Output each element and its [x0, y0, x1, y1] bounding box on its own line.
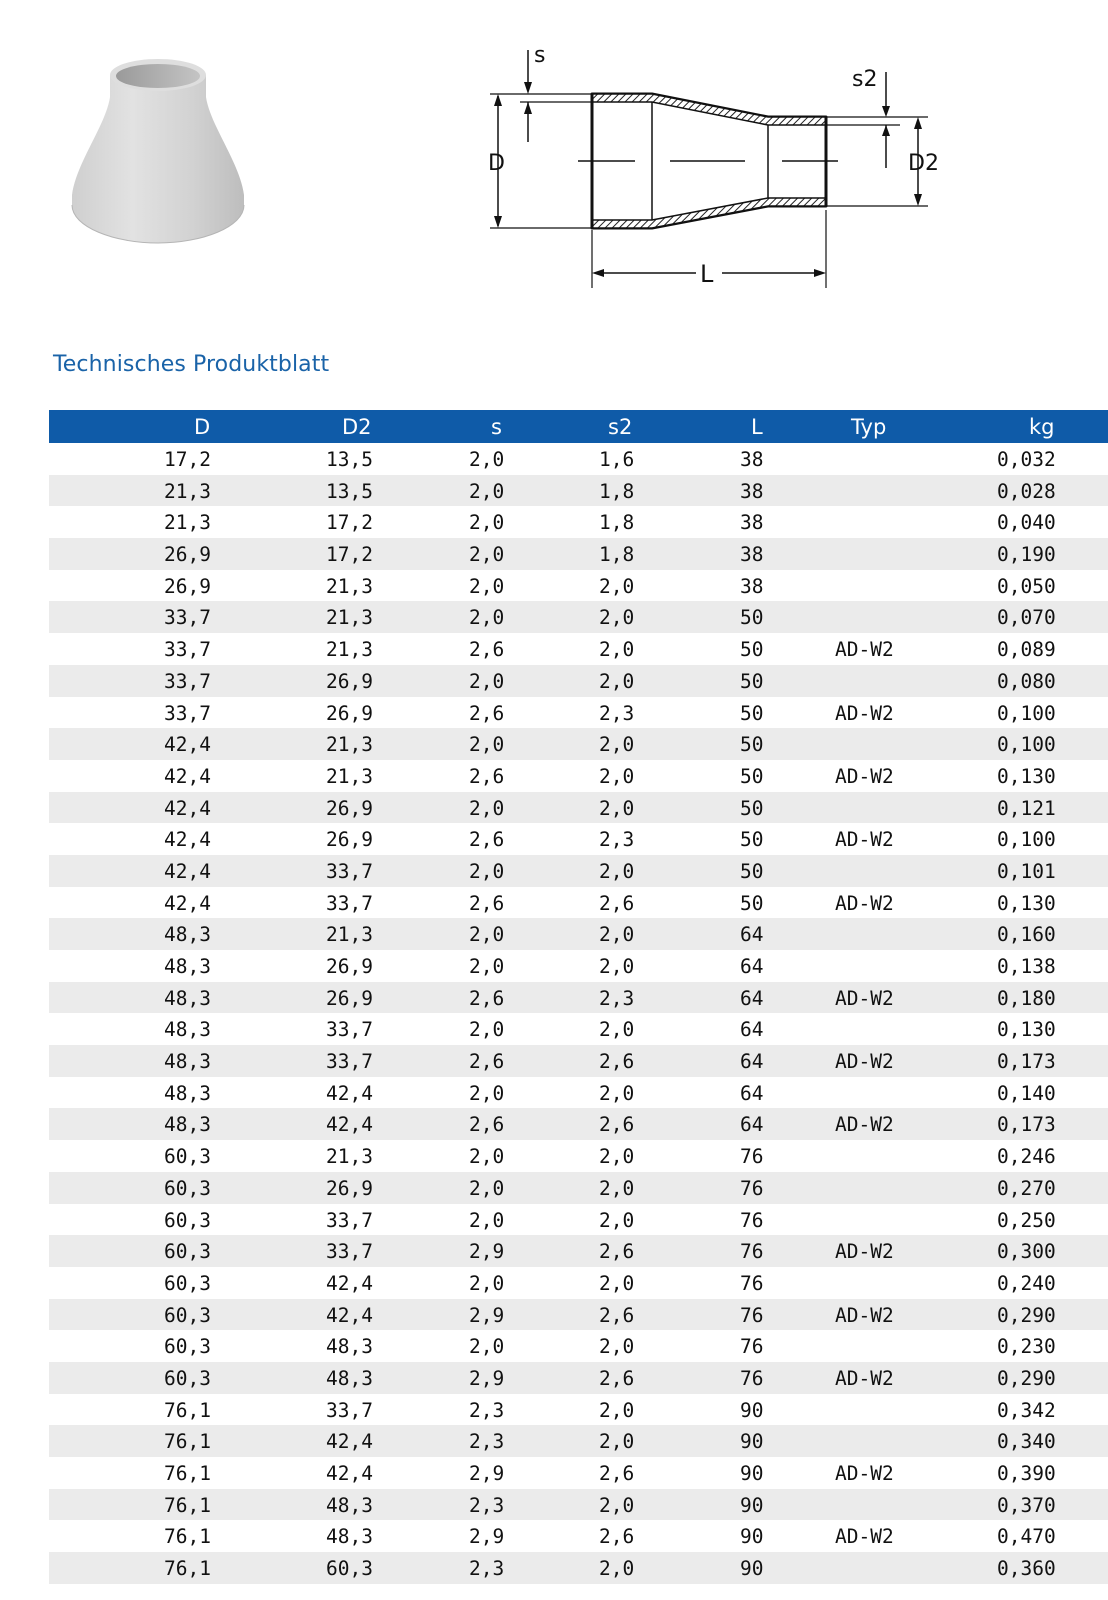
table-row	[49, 665, 1108, 697]
cell-s2: 2,6	[599, 1113, 635, 1137]
cell-kg: 0,180	[997, 986, 1056, 1010]
cell-s: 2,6	[469, 1113, 505, 1137]
cell-typ: AD-W2	[835, 764, 894, 788]
cell-s: 2,0	[469, 1335, 505, 1359]
table-row	[49, 1140, 1108, 1172]
cell-s: 2,3	[469, 1493, 505, 1517]
cell-s2: 2,0	[599, 733, 635, 757]
table-row	[49, 855, 1108, 887]
cell-d: 42,4	[164, 891, 211, 915]
table-row	[49, 1489, 1108, 1521]
cell-s2: 2,0	[599, 764, 635, 788]
cell-s2: 2,0	[599, 1208, 635, 1232]
header-s2: s2	[608, 415, 633, 439]
cell-d: 60,3	[164, 1271, 211, 1295]
cell-kg: 0,089	[997, 638, 1056, 662]
cell-s: 2,6	[469, 986, 505, 1010]
cell-d2: 33,7	[326, 1018, 373, 1042]
cell-d2: 21,3	[326, 638, 373, 662]
cell-d: 60,3	[164, 1335, 211, 1359]
cell-kg: 0,173	[997, 1050, 1056, 1074]
cell-d: 48,3	[164, 1113, 211, 1137]
cell-l: 50	[740, 638, 764, 662]
cell-s2: 2,0	[599, 1398, 635, 1422]
cell-s: 2,0	[469, 543, 505, 567]
table-row	[49, 918, 1108, 950]
table-row	[49, 1394, 1108, 1426]
cell-s2: 2,6	[599, 1462, 635, 1485]
table-row	[49, 1299, 1108, 1331]
cell-s2: 1,8	[599, 511, 635, 535]
cell-d: 48,3	[164, 923, 211, 947]
table-row	[49, 633, 1108, 665]
cell-s: 2,0	[469, 574, 505, 598]
cell-s2: 2,6	[599, 1050, 635, 1074]
cell-d2: 42,4	[326, 1462, 373, 1485]
cell-s: 2,9	[469, 1462, 505, 1485]
cell-l: 50	[740, 764, 764, 788]
cell-l: 64	[740, 923, 764, 947]
table-row	[49, 950, 1108, 982]
header-d: D	[194, 415, 211, 439]
cell-typ: AD-W2	[835, 701, 894, 725]
cell-s2: 2,0	[599, 859, 635, 883]
cell-d2: 26,9	[326, 669, 373, 693]
cell-d2: 21,3	[326, 764, 373, 788]
table-row	[49, 1362, 1108, 1394]
cell-d: 42,4	[164, 733, 211, 757]
table-row	[49, 1457, 1108, 1489]
table-row	[49, 728, 1108, 760]
table-row	[49, 538, 1108, 570]
cell-s2: 1,8	[599, 543, 635, 567]
header-kg: kg	[1029, 415, 1055, 439]
cell-s2: 2,6	[599, 1240, 635, 1264]
cell-l: 76	[740, 1240, 764, 1264]
cell-l: 50	[740, 828, 764, 852]
cell-s2: 2,0	[599, 1271, 635, 1295]
table-row	[49, 1013, 1108, 1045]
table-row	[49, 760, 1108, 792]
table-body	[49, 443, 1108, 1584]
table-row	[49, 601, 1108, 633]
cell-kg: 0,138	[997, 955, 1056, 978]
cell-s2: 1,8	[599, 479, 635, 503]
cell-l: 90	[740, 1430, 764, 1454]
cell-l: 64	[740, 1113, 764, 1137]
svg-text:s2: s2	[852, 67, 878, 92]
table-row	[49, 982, 1108, 1014]
cell-d: 60,3	[164, 1208, 211, 1232]
cell-kg: 0,130	[997, 1018, 1056, 1042]
cell-s2: 2,0	[599, 796, 635, 820]
cell-s2: 2,0	[599, 669, 635, 693]
cell-d2: 26,9	[326, 986, 373, 1010]
cell-kg: 0,032	[997, 448, 1056, 471]
table-row	[49, 1330, 1108, 1362]
table-header	[49, 410, 1108, 443]
cell-d2: 26,9	[326, 796, 373, 820]
table-row	[49, 443, 1108, 475]
cell-s2: 2,6	[599, 891, 635, 915]
cell-typ: AD-W2	[835, 638, 894, 662]
cell-typ: AD-W2	[835, 891, 894, 915]
cell-d2: 60,3	[326, 1557, 373, 1581]
cell-s2: 2,6	[599, 1303, 635, 1327]
table-row	[49, 1108, 1108, 1140]
cell-d: 21,3	[164, 479, 211, 503]
cell-typ: AD-W2	[835, 986, 894, 1010]
cell-s: 2,0	[469, 511, 505, 535]
technical-drawing	[470, 30, 990, 310]
cell-d: 42,4	[164, 764, 211, 788]
cell-d2: 26,9	[326, 828, 373, 852]
cell-s2: 2,0	[599, 1557, 635, 1581]
cell-d2: 33,7	[326, 1050, 373, 1074]
svg-text:D: D	[488, 151, 505, 176]
cell-d2: 42,4	[326, 1271, 373, 1295]
header-l: L	[751, 415, 763, 439]
cell-kg: 0,240	[997, 1271, 1056, 1295]
table-row	[49, 1520, 1108, 1552]
cell-d2: 26,9	[326, 1176, 373, 1200]
cell-l: 50	[740, 669, 764, 693]
cell-s: 2,0	[469, 1145, 505, 1169]
cell-l: 76	[740, 1208, 764, 1232]
cell-s2: 2,0	[599, 1430, 635, 1454]
product-table	[49, 410, 1108, 1584]
cell-l: 76	[740, 1176, 764, 1200]
cell-kg: 0,340	[997, 1430, 1056, 1454]
cell-s: 2,0	[469, 1271, 505, 1295]
cell-typ: AD-W2	[835, 1050, 894, 1074]
cell-l: 38	[740, 543, 764, 567]
cell-d2: 13,5	[326, 448, 373, 471]
cell-s: 2,0	[469, 1176, 505, 1200]
cell-d2: 48,3	[326, 1335, 373, 1359]
cell-s: 2,0	[469, 796, 505, 820]
cell-l: 90	[740, 1493, 764, 1517]
cell-l: 50	[740, 701, 764, 725]
cell-l: 38	[740, 448, 764, 471]
cell-l: 76	[740, 1303, 764, 1327]
cell-s: 2,0	[469, 1081, 505, 1105]
cell-d2: 21,3	[326, 606, 373, 630]
cell-d: 26,9	[164, 543, 211, 567]
cell-l: 76	[740, 1271, 764, 1295]
cell-kg: 0,100	[997, 701, 1056, 725]
cell-kg: 0,342	[997, 1398, 1056, 1422]
cell-s: 2,0	[469, 606, 505, 630]
cell-kg: 0,370	[997, 1493, 1056, 1517]
cell-s2: 2,0	[599, 1176, 635, 1200]
cell-s2: 2,3	[599, 986, 635, 1010]
cell-kg: 0,101	[997, 859, 1056, 883]
cell-d2: 33,7	[326, 1240, 373, 1264]
cell-s: 2,9	[469, 1303, 505, 1327]
cell-typ: AD-W2	[835, 828, 894, 852]
cell-kg: 0,246	[997, 1145, 1056, 1169]
cell-kg: 0,080	[997, 669, 1056, 693]
cell-s2: 2,0	[599, 1081, 635, 1105]
cell-d: 17,2	[164, 448, 211, 471]
header-typ: Typ	[851, 415, 887, 439]
cell-s2: 2,0	[599, 638, 635, 662]
cell-l: 50	[740, 859, 764, 883]
cell-s: 2,0	[469, 479, 505, 503]
cell-typ: AD-W2	[835, 1240, 894, 1264]
table-row	[49, 506, 1108, 538]
cell-d2: 17,2	[326, 543, 373, 567]
cell-d: 60,3	[164, 1303, 211, 1327]
cell-d: 42,4	[164, 828, 211, 852]
cell-d2: 21,3	[326, 1145, 373, 1169]
cell-d: 76,1	[164, 1462, 211, 1485]
cell-d2: 33,7	[326, 859, 373, 883]
cell-s: 2,0	[469, 955, 505, 978]
cell-kg: 0,250	[997, 1208, 1056, 1232]
cell-d2: 42,4	[326, 1303, 373, 1327]
product-photo	[62, 45, 262, 260]
cell-l: 50	[740, 606, 764, 630]
cell-s: 2,0	[469, 448, 505, 471]
svg-text:L: L	[700, 260, 714, 288]
cell-d2: 33,7	[326, 1398, 373, 1422]
cell-s2: 1,6	[599, 448, 635, 471]
cell-kg: 0,390	[997, 1462, 1056, 1485]
cell-d: 76,1	[164, 1493, 211, 1517]
cell-kg: 0,121	[997, 796, 1056, 820]
cell-d: 26,9	[164, 574, 211, 598]
cell-d: 33,7	[164, 669, 211, 693]
cell-s2: 2,0	[599, 1493, 635, 1517]
cell-d: 48,3	[164, 1050, 211, 1074]
cell-l: 64	[740, 986, 764, 1010]
cell-s: 2,3	[469, 1398, 505, 1422]
table-row	[49, 1552, 1108, 1584]
cell-d: 60,3	[164, 1240, 211, 1264]
table-row	[49, 792, 1108, 824]
cell-d2: 21,3	[326, 923, 373, 947]
cell-l: 64	[740, 1081, 764, 1105]
cell-kg: 0,140	[997, 1081, 1056, 1105]
cell-d2: 42,4	[326, 1113, 373, 1137]
cell-d: 48,3	[164, 1018, 211, 1042]
cell-l: 64	[740, 1018, 764, 1042]
section-title: Technisches Produktblatt	[53, 352, 330, 377]
table-row	[49, 1235, 1108, 1267]
cell-d: 48,3	[164, 986, 211, 1010]
cell-s: 2,0	[469, 733, 505, 757]
cell-l: 90	[740, 1525, 764, 1549]
cell-d: 42,4	[164, 796, 211, 820]
cell-kg: 0,028	[997, 479, 1056, 503]
cell-d2: 21,3	[326, 574, 373, 598]
cell-l: 76	[740, 1366, 764, 1390]
cell-kg: 0,100	[997, 828, 1056, 852]
cell-kg: 0,130	[997, 891, 1056, 915]
cell-d: 60,3	[164, 1176, 211, 1200]
cell-d: 33,7	[164, 606, 211, 630]
cell-s: 2,0	[469, 1208, 505, 1232]
cell-s: 2,6	[469, 764, 505, 788]
cell-d: 48,3	[164, 1081, 211, 1105]
table-row	[49, 570, 1108, 602]
cell-d: 33,7	[164, 701, 211, 725]
cell-d: 48,3	[164, 955, 211, 978]
cell-s: 2,3	[469, 1557, 505, 1581]
cell-s2: 2,0	[599, 1145, 635, 1169]
cell-kg: 0,070	[997, 606, 1056, 630]
cell-d2: 17,2	[326, 511, 373, 535]
cell-typ: AD-W2	[835, 1303, 894, 1327]
cell-l: 50	[740, 891, 764, 915]
cell-kg: 0,230	[997, 1335, 1056, 1359]
cell-l: 90	[740, 1398, 764, 1422]
cell-l: 76	[740, 1145, 764, 1169]
table-row	[49, 1204, 1108, 1236]
cell-s: 2,9	[469, 1366, 505, 1390]
svg-text:s: s	[534, 43, 546, 68]
cell-kg: 0,270	[997, 1176, 1056, 1200]
cell-l: 50	[740, 796, 764, 820]
cell-typ: AD-W2	[835, 1525, 894, 1549]
cell-d2: 26,9	[326, 955, 373, 978]
cell-d: 76,1	[164, 1430, 211, 1454]
table-row	[49, 1267, 1108, 1299]
cell-kg: 0,100	[997, 733, 1056, 757]
header-d2: D2	[342, 415, 372, 439]
cell-s2: 2,0	[599, 1018, 635, 1042]
cell-d: 21,3	[164, 511, 211, 535]
svg-text:D2: D2	[908, 151, 939, 176]
table-row	[49, 1172, 1108, 1204]
cell-d2: 33,7	[326, 1208, 373, 1232]
table-row	[49, 1077, 1108, 1109]
cell-l: 64	[740, 1050, 764, 1074]
cell-s: 2,6	[469, 638, 505, 662]
table-row	[49, 1425, 1108, 1457]
cell-kg: 0,360	[997, 1557, 1056, 1581]
cell-kg: 0,040	[997, 511, 1056, 535]
cell-d2: 13,5	[326, 479, 373, 503]
cell-typ: AD-W2	[835, 1366, 894, 1390]
cell-kg: 0,050	[997, 574, 1056, 598]
cell-s: 2,0	[469, 923, 505, 947]
cell-s: 2,0	[469, 1018, 505, 1042]
cell-d2: 33,7	[326, 891, 373, 915]
cell-kg: 0,130	[997, 764, 1056, 788]
header-s: s	[491, 415, 502, 439]
cell-s: 2,0	[469, 669, 505, 693]
cell-s: 2,3	[469, 1430, 505, 1454]
cell-s: 2,0	[469, 859, 505, 883]
cell-s: 2,6	[469, 701, 505, 725]
cell-d: 76,1	[164, 1525, 211, 1549]
cell-typ: AD-W2	[835, 1113, 894, 1137]
cell-s2: 2,0	[599, 955, 635, 978]
cell-s2: 2,6	[599, 1525, 635, 1549]
cell-s2: 2,0	[599, 923, 635, 947]
table-row	[49, 697, 1108, 729]
table-row	[49, 1045, 1108, 1077]
cell-l: 38	[740, 479, 764, 503]
table-row	[49, 887, 1108, 919]
cell-s2: 2,3	[599, 701, 635, 725]
cell-s2: 2,0	[599, 574, 635, 598]
cell-d2: 26,9	[326, 701, 373, 725]
cell-l: 38	[740, 511, 764, 535]
cell-d2: 48,3	[326, 1493, 373, 1517]
cell-kg: 0,160	[997, 923, 1056, 947]
cell-kg: 0,470	[997, 1525, 1056, 1549]
cell-l: 90	[740, 1557, 764, 1581]
cell-d2: 21,3	[326, 733, 373, 757]
cell-s: 2,9	[469, 1525, 505, 1549]
cell-s2: 2,0	[599, 1335, 635, 1359]
cell-kg: 0,300	[997, 1240, 1056, 1264]
cell-s: 2,6	[469, 828, 505, 852]
cell-s: 2,6	[469, 891, 505, 915]
cell-s: 2,6	[469, 1050, 505, 1074]
cell-typ: AD-W2	[835, 1462, 894, 1485]
table-row	[49, 475, 1108, 507]
cell-d: 60,3	[164, 1145, 211, 1169]
cell-d: 60,3	[164, 1366, 211, 1390]
cell-l: 64	[740, 955, 764, 978]
cell-d: 33,7	[164, 638, 211, 662]
cell-d2: 48,3	[326, 1366, 373, 1390]
cell-s2: 2,6	[599, 1366, 635, 1390]
cell-l: 38	[740, 574, 764, 598]
cell-s2: 2,3	[599, 828, 635, 852]
cell-d: 76,1	[164, 1557, 211, 1581]
cell-kg: 0,190	[997, 543, 1056, 567]
cell-d2: 42,4	[326, 1430, 373, 1454]
cell-s: 2,9	[469, 1240, 505, 1264]
cell-d: 42,4	[164, 859, 211, 883]
cell-l: 76	[740, 1335, 764, 1359]
cell-l: 90	[740, 1462, 764, 1485]
cell-d: 76,1	[164, 1398, 211, 1422]
cell-s2: 2,0	[599, 606, 635, 630]
cell-kg: 0,173	[997, 1113, 1056, 1137]
cell-kg: 0,290	[997, 1303, 1056, 1327]
cell-d2: 42,4	[326, 1081, 373, 1105]
cell-l: 50	[740, 733, 764, 757]
table-row	[49, 823, 1108, 855]
cell-kg: 0,290	[997, 1366, 1056, 1390]
cell-d2: 48,3	[326, 1525, 373, 1549]
